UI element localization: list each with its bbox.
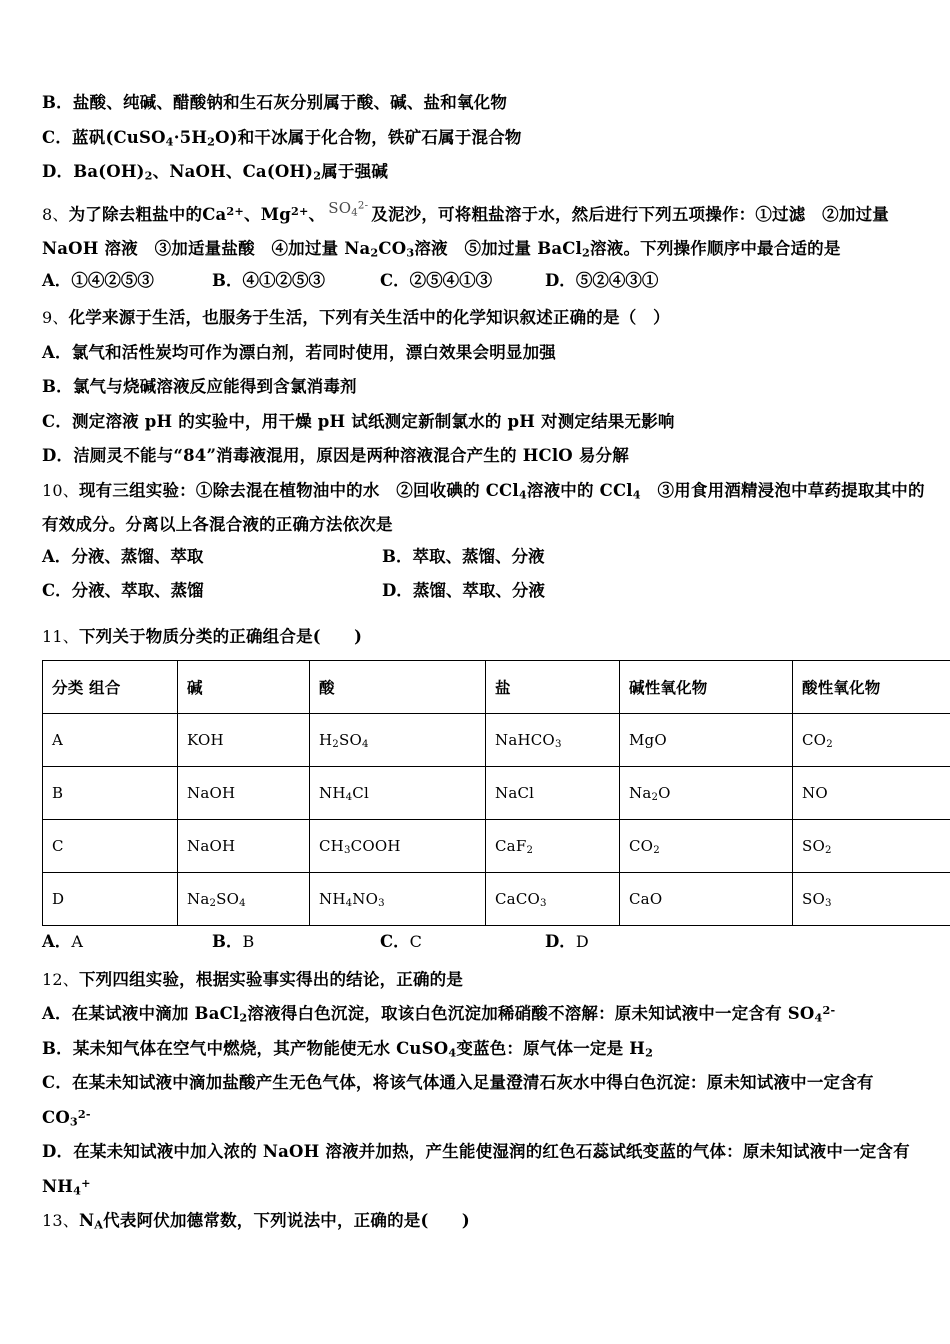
q11-option-d-label: D． [545,932,576,951]
q11-option-c-label: C． [380,932,410,951]
q12-stem-text: 下列四组实验，根据实验事实得出的结论，正确的是 [78,969,464,989]
q7-option-c-text: 蓝矾$(CuSO_4\cdot 5H_2O)$和干冰属于化合物，铁矿石属于混合物 [72,127,522,148]
q8-stem-line1 [42,198,914,233]
q12-stem [42,963,914,998]
q11-option-a-text: A [71,932,83,951]
table-cell-group: C [43,820,178,873]
q10-option-a[interactable] [42,543,203,567]
q8-number: 8、 [42,204,69,224]
table-row [43,873,950,926]
q12-option-d-cont [42,1170,914,1205]
q11-option-b-text: B [242,932,255,951]
q12-option-a-text: A．在某试液中滴加 BaCl$_2$溶液得白色沉淀，取该白色沉淀加稀硝酸不溶解：原未知试液中一定含有 $SO_4^{2-}$ [42,1002,836,1025]
q9-number: 9、 [42,308,69,327]
q8-option-d-label: D． [545,270,576,290]
q13-stem [42,1204,914,1239]
q7-option-d-text: $Ba(OH)_2$、NaOH、$Ca(OH)_2$属于强碱 [73,162,389,183]
q10-option-d-text: 蒸馏、萃取、分液 [412,581,545,600]
q12-option-b-text: B．某未知气体在空气中燃烧，其产物能使无水 CuSO$_4$变蓝色：原气体一定是 $H_2$ [42,1038,654,1059]
q10-option-b-label: B． [382,546,413,566]
q8-stem-text: 为了除去粗盐中的$Ca^{2+}$、$Mg^{2+}$、 [68,203,326,224]
q8-stem-text-line2: NaOH 溶液 ③加适量盐酸 ④加过量 $Na_2CO_3$溶液 ⑤加过量 BaCl$_2$溶液。下列操作顺序中最合适的是 [42,239,841,260]
q11-option-a[interactable] [42,928,83,952]
q11-option-c[interactable] [380,928,422,952]
q11-option-c-text: C [409,932,422,951]
q13-stem-text: $N_A$代表阿伏加德常数，下列说法中，正确的是( ) [78,1211,470,1232]
table-cell-acid: $CH_3COOH$ [310,820,486,873]
table-cell-acidic-oxide: NO [793,767,950,820]
table-cell-basic-oxide: $CO_2$ [620,820,793,873]
table-header-cell-acidic-oxide: 酸性氧化物 [793,661,950,714]
q8-option-c-label: C． [380,270,410,290]
table-cell-acidic-oxide: $SO_3$ [793,873,950,926]
q10-option-c-label: C． [42,581,72,600]
q11-option-d-text: D [575,932,589,951]
table-cell-base: KOH [178,714,310,767]
q8-stem-line2 [42,232,914,267]
table-cell-acidic-oxide: $CO_2$ [793,714,950,767]
q7-option-b-text: 盐酸、纯碱、醋酸钠和生石灰分别属于酸、碱、盐和氧化物 [72,93,508,112]
q8-option-b-label: B． [212,270,243,290]
q11-option-d[interactable] [545,928,589,952]
q9-option-c-label: C． [42,411,73,431]
q7-option-d-label: D． [42,162,74,181]
q10-stem-text: 现有三组实验：①除去混在植物油中的水 ②回收碘的 CCl$_4$溶液中的 CCl$_4$ ③用食用酒精浸泡中草药提取其中的 [78,480,925,501]
q8-option-a-text: ①④②⑤③ [71,270,154,290]
q10-options-row1 [42,543,914,578]
table-cell-salt: NaHCO$_3$ [486,714,620,767]
table-cell-salt: CaF$_2$ [486,820,620,873]
table-header-cell-basic-oxide: 碱性氧化物 [620,661,793,714]
table-row [43,820,950,873]
table-row [43,767,950,820]
q9-option-c-text: 测定溶液 pH 的实验中，用干燥 pH 试纸测定新制氯水的 pH 对测定结果无影响 [72,411,675,431]
q11-option-b-label: B． [212,932,243,951]
q9-option-b-text: 氯气与烧碱溶液反应能得到含氯消毒剂 [72,377,357,396]
q11-stem-text: 下列关于物质分类的正确组合是( ) [78,626,363,646]
q8-options [42,267,914,302]
q7-option-d [42,155,914,190]
classification-table-wrap [42,660,914,926]
q10-option-c-text: 分液、萃取、蒸馏 [71,581,204,600]
page-content [42,86,925,1239]
q10-option-b-text: 萃取、蒸馏、分液 [412,546,545,566]
q9-option-a-text: 氯气和活性炭均可作为漂白剂，若同时使用，漂白效果会明显加强 [71,342,557,362]
q7-option-c-label: C． [42,127,73,147]
q8-option-a-label: A． [42,270,72,290]
q9-option-d-label: D． [42,446,74,465]
q11-options [42,928,914,963]
q10-option-a-label: A． [42,546,72,566]
q9-stem-text: 化学来源于生活，也服务于生活，下列有关生活中的化学知识叙述正确的是（ ） [68,308,670,327]
table-cell-base: $Na_2SO_4$ [178,873,310,926]
table-cell-acid: $H_2SO_4$ [310,714,486,767]
q7-option-c [42,121,914,156]
q8-option-b[interactable] [212,267,325,291]
q8-option-c[interactable] [380,267,492,291]
q10-stem-text-line2: 有效成分。分离以上各混合液的正确方法依次是 [42,515,393,534]
table-cell-group: A [43,714,178,767]
q8-option-d-text: ⑤②④③① [575,270,659,290]
q12-option-b[interactable] [42,1032,914,1067]
q9-option-d[interactable] [42,439,914,474]
q12-option-d[interactable] [42,1135,914,1170]
table-header-row [43,661,950,714]
table-cell-acidic-oxide: $SO_2$ [793,820,950,873]
q10-option-d-label: D． [382,581,413,600]
q8-sulfate-ion-formula: $SO_4^{2-}$ [328,198,369,219]
q10-option-a-text: 分液、蒸馏、萃取 [71,546,204,566]
q8-option-b-text: ④①②⑤③ [242,270,325,290]
table-cell-base: NaOH [178,767,310,820]
table-cell-basic-oxide: $Na_2O$ [620,767,793,820]
q10-options-row2 [42,577,914,612]
spacer [42,612,914,620]
q10-option-c[interactable] [42,577,204,601]
q11-stem [42,620,914,655]
q12-option-d-text: D．在某未知试液中加入浓的 NaOH 溶液并加热，产生能使湿润的红色石蕊试纸变蓝的气体：原未知试液中一定含有 [42,1142,910,1161]
q9-option-d-text: 洁厕灵不能与“84”消毒液混用，原因是两种溶液混合产生的 HClO 易分解 [73,446,629,465]
table-header-cell-acid: 酸 [310,661,486,714]
q9-option-b[interactable] [42,370,914,405]
q9-stem [42,301,914,336]
table-cell-salt: NaCl [486,767,620,820]
table-header-cell-base: 碱 [178,661,310,714]
table-cell-acid: $NH_4Cl$ [310,767,486,820]
q12-option-c-formula: $CO_3^{2-}$ [42,1106,91,1128]
q12-option-c-text: C．在某未知试液中滴加盐酸产生无色气体，将该气体通入足量澄清石灰水中得白色沉淀：原未知试液中一定含有 [42,1073,874,1092]
table-cell-base: NaOH [178,820,310,873]
table-cell-group: B [43,767,178,820]
table-cell-acid: $NH_4NO_3$ [310,873,486,926]
q8-option-c-text: ②⑤④①③ [409,270,493,290]
table-cell-group: D [43,873,178,926]
classification-table [42,660,950,926]
q10-option-d[interactable] [382,577,545,601]
table-header-cell-salt: 盐 [486,661,620,714]
spacer [42,190,914,198]
q11-option-b[interactable] [212,928,254,952]
q8-option-a[interactable] [42,267,154,291]
q12-option-c[interactable] [42,1066,914,1101]
q11-number: 11、 [42,626,79,646]
table-cell-basic-oxide: MgO [620,714,793,767]
q12-option-c-cont [42,1101,914,1136]
q7-option-b-label: B． [42,93,73,112]
table-header-cell-group: 分类 组合 [43,661,178,714]
q13-number: 13、 [42,1211,79,1230]
table-cell-basic-oxide: CaO [620,873,793,926]
table-cell-salt: CaCO$_3$ [486,873,620,926]
q9-option-c[interactable] [42,405,914,440]
q9-option-a-label: A． [42,342,72,362]
q8-stem-text-cont: 及泥沙，可将粗盐溶于水，然后进行下列五项操作：①过滤 ②加过量 [371,204,889,224]
q10-stem-line1 [42,474,925,509]
q9-option-a[interactable] [42,336,914,371]
q12-option-a[interactable] [42,997,914,1032]
q12-number: 12、 [42,969,79,989]
table-row [43,714,950,767]
q10-number: 10、 [42,480,79,500]
q7-option-b [42,86,914,121]
q10-option-b[interactable] [382,543,544,567]
q12-option-d-formula: $NH_4^+$ [42,1175,91,1197]
q11-option-a-label: A． [42,932,72,951]
q10-stem-line2 [42,508,914,543]
q9-option-b-label: B． [42,377,73,396]
q8-option-d[interactable] [545,267,658,291]
